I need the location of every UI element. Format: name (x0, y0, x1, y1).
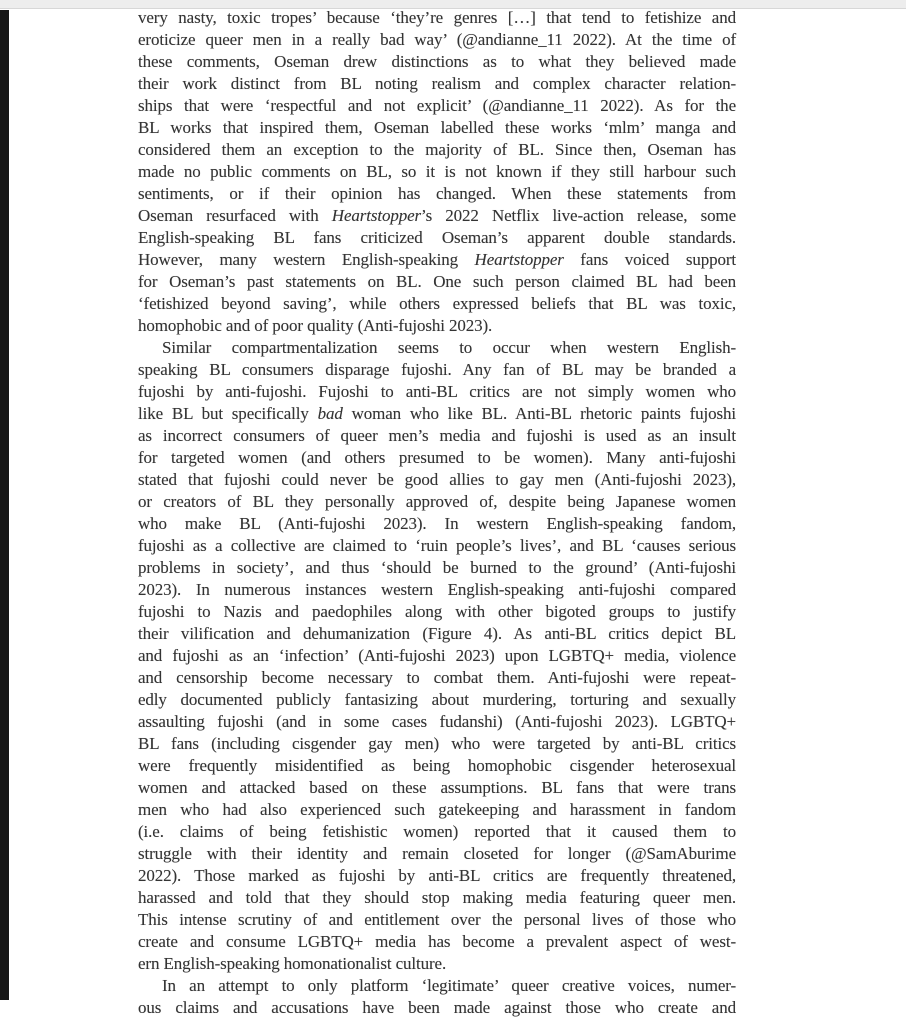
text-line (138, 139, 736, 161)
paragraph (138, 337, 736, 975)
text-segment: fujoshi by anti-fujoshi. Fujoshi to anti-BL critics are not simply women who (138, 382, 736, 401)
text-segment: their vilification and dehumanization (Figure 4). As anti-BL critics depict BL (138, 624, 736, 643)
paragraph (138, 975, 736, 1019)
text-line (138, 271, 736, 293)
text-line (138, 931, 736, 953)
text-line (138, 425, 736, 447)
text-segment: speaking BL consumers disparage fujoshi. Any fan of BL may be branded a (138, 360, 736, 379)
text-line (138, 799, 736, 821)
text-line (138, 7, 736, 29)
italic-text: Heartstopper (474, 250, 564, 269)
text-segment: women and attacked based on these assumptions. BL fans that were trans (138, 778, 736, 797)
text-segment: these comments, Oseman drew distinctions as to what they believed made (138, 52, 736, 71)
text-segment: fans voiced support (563, 250, 736, 269)
text-segment: problems in society’, and thus ‘should be burned to the ground’ (Anti-fujoshi (138, 558, 736, 577)
text-line (138, 337, 736, 359)
text-segment: ’s 2022 Netflix live-action release, some (421, 206, 737, 225)
text-segment: create and consume LGBTQ+ media has become a prevalent aspect of west- (138, 932, 736, 951)
text-segment: woman who like BL. Anti-BL rhetoric paints fujoshi (342, 404, 736, 423)
text-segment: considered them an exception to the majority of BL. Since then, Oseman has (138, 140, 736, 159)
italic-text: Heartstopper (331, 206, 422, 225)
text-segment: ous claims and accusations have been made against those who create and (138, 998, 736, 1017)
text-line (138, 689, 736, 711)
text-line (138, 469, 736, 491)
text-line (138, 579, 736, 601)
text-line (138, 161, 736, 183)
text-segment: This intense scrutiny of and entitlement over the personal lives of those who (138, 910, 736, 929)
text-line (138, 447, 736, 469)
text-line (138, 865, 736, 887)
text-segment: and censorship become necessary to combat them. Anti-fujoshi were repeat- (138, 668, 736, 687)
text-line (138, 557, 736, 579)
text-line (138, 953, 736, 975)
text-line (138, 183, 736, 205)
text-line (138, 755, 736, 777)
text-line (138, 887, 736, 909)
italic-text: bad (317, 404, 343, 423)
text-segment: sentiments, or if their opinion has changed. When these statements from (138, 184, 736, 203)
text-line (138, 95, 736, 117)
text-segment: harassed and told that they should stop making media featuring queer men. (138, 888, 736, 907)
text-line (138, 403, 736, 425)
text-segment: BL fans (including cisgender gay men) who were targeted by anti-BL critics (138, 734, 736, 753)
text-line (138, 359, 736, 381)
text-line (138, 491, 736, 513)
text-segment: In an attempt to only platform ‘legitimate’ queer creative voices, numer- (162, 976, 736, 995)
text-segment: were frequently misidentified as being homophobic cisgender heterosexual (138, 756, 736, 775)
text-segment: Similar compartmentalization seems to occur when western English- (162, 338, 736, 357)
text-line (138, 711, 736, 733)
text-segment: BL works that inspired them, Oseman labelled these works ‘mlm’ manga and (138, 118, 736, 137)
text-line (138, 843, 736, 865)
text-line (138, 73, 736, 95)
text-segment: ships that were ‘respectful and not explicit’ (@andianne_11 2022). As for the (138, 96, 736, 115)
text-segment: as incorrect consumers of queer men’s media and fujoshi is used as an insult (138, 426, 736, 445)
text-segment: ern English-speaking homonationalist culture. (138, 954, 447, 973)
text-segment: men who had also experienced such gatekeeping and harassment in fandom (138, 800, 736, 819)
text-segment: fujoshi as a collective are claimed to ‘ruin people’s lives’, and BL ‘causes serious (138, 536, 736, 555)
text-segment: 2022). Those marked as fujoshi by anti-BL critics are frequently threatened, (138, 866, 736, 885)
text-segment: assaulting fujoshi (and in some cases fudanshi) (Anti-fujoshi 2023). LGBTQ+ (138, 712, 736, 731)
text-line (138, 733, 736, 755)
text-segment: eroticize queer men in a really bad way’ (@andianne_11 2022). At the time of (138, 30, 736, 49)
text-segment: their work distinct from BL noting realism and complex character relation- (138, 74, 736, 93)
text-line (138, 535, 736, 557)
paragraph (138, 7, 736, 337)
text-line (138, 909, 736, 931)
text-segment: fujoshi to Nazis and paedophiles along with other bigoted groups to justify (138, 602, 736, 621)
text-segment: stated that fujoshi could never be good allies to gay men (Anti-fujoshi 2023), (138, 470, 736, 489)
text-segment: edly documented publicly fantasizing about murdering, torturing and sexually (138, 690, 736, 709)
text-line (138, 601, 736, 623)
text-segment: homophobic and of poor quality (Anti-fujoshi 2023). (138, 316, 493, 335)
text-line (138, 821, 736, 843)
text-segment: like BL but specifically (138, 404, 318, 423)
text-line (138, 227, 736, 249)
text-line (138, 513, 736, 535)
text-segment: However, many western English-speaking (138, 250, 475, 269)
text-line (138, 51, 736, 73)
text-segment: for Oseman’s past statements on BL. One such person claimed BL had been (138, 272, 736, 291)
text-line (138, 645, 736, 667)
text-line (138, 381, 736, 403)
text-segment: 2023). In numerous instances western English-speaking anti-fujoshi compared (138, 580, 736, 599)
text-segment: for targeted women (and others presumed to be women). Many anti-fujoshi (138, 448, 736, 467)
text-segment: English-speaking BL fans criticized Oseman’s apparent double standards. (138, 228, 736, 247)
text-line (138, 249, 736, 271)
text-segment: struggle with their identity and remain closeted for longer (@SamAburime (138, 844, 736, 863)
text-line (138, 315, 736, 337)
body-text-column (138, 7, 736, 1019)
text-line (138, 29, 736, 51)
text-segment: made no public comments on BL, so it is not known if they still harbour such (138, 162, 736, 181)
scan-edge-left (0, 10, 9, 1000)
text-segment: or creators of BL they personally approved of, despite being Japanese women (138, 492, 736, 511)
text-line (138, 205, 736, 227)
text-segment: who make BL (Anti-fujoshi 2023). In western English-speaking fandom, (138, 514, 736, 533)
text-line (138, 997, 736, 1019)
text-line (138, 117, 736, 139)
text-segment: ‘fetishized beyond saving’, while others expressed beliefs that BL was toxic, (138, 294, 736, 313)
text-line (138, 623, 736, 645)
text-line (138, 975, 736, 997)
text-segment: and fujoshi as an ‘infection’ (Anti-fujoshi 2023) upon LGBTQ+ media, violence (138, 646, 736, 665)
text-segment: (i.e. claims of being fetishistic women) reported that it caused them to (138, 822, 736, 841)
text-segment: Oseman resurfaced with (138, 206, 332, 225)
text-line (138, 293, 736, 315)
text-line (138, 667, 736, 689)
text-segment: very nasty, toxic tropes’ because ‘they’re genres […] that tend to fetishize and (138, 8, 736, 27)
text-line (138, 777, 736, 799)
